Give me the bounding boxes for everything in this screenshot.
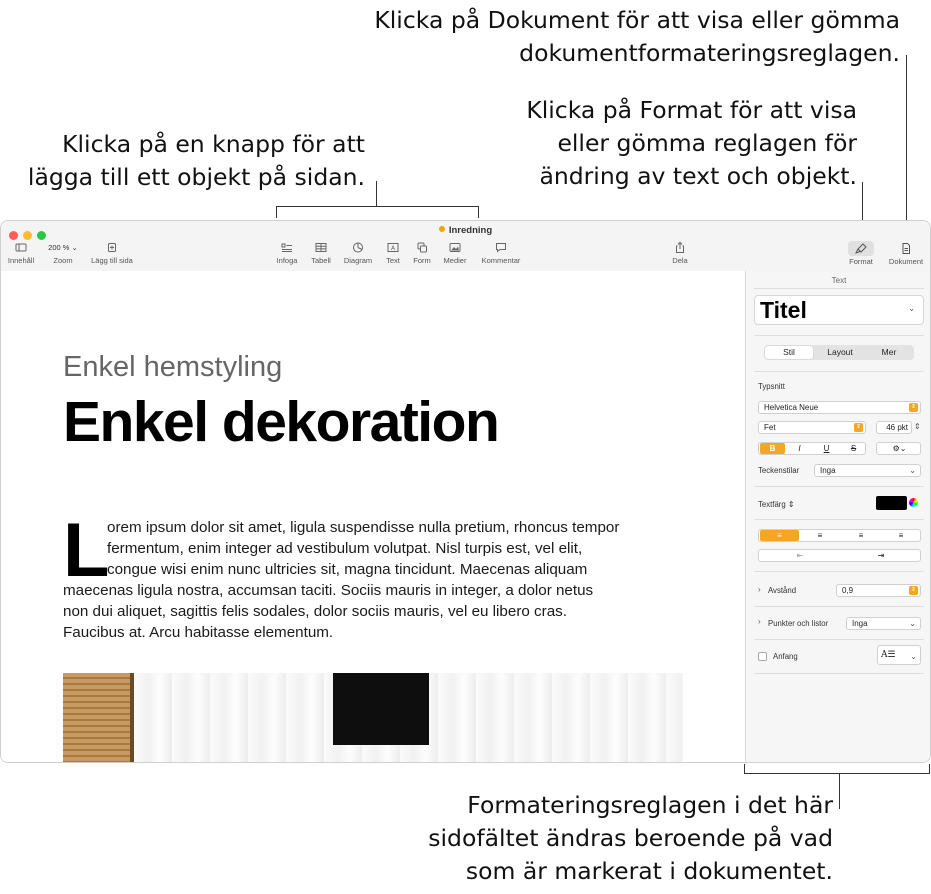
spacing-popup[interactable] xyxy=(836,584,921,597)
media-label: Medier xyxy=(443,256,467,265)
paragraph-style-name: Titel xyxy=(760,297,807,323)
italic-button[interactable]: I xyxy=(798,444,801,453)
divider xyxy=(754,673,924,674)
leader-insert-left xyxy=(276,206,277,218)
comment-icon xyxy=(494,241,508,254)
drop-cap[interactable]: L xyxy=(63,508,110,593)
document-button[interactable] xyxy=(885,241,927,266)
tab-style[interactable]: Stil xyxy=(765,346,813,359)
document-canvas[interactable] xyxy=(1,271,745,763)
share-icon xyxy=(673,241,687,254)
zoom-value: 200 % xyxy=(48,243,70,252)
dropcap-style-icon: A☰ xyxy=(881,650,896,660)
leader-sidebar-stem xyxy=(839,773,840,809)
add-page-icon xyxy=(105,241,119,254)
callout-sidebar-line: sidofältet ändras beroende på vad xyxy=(428,824,833,852)
strikethrough-button[interactable]: S xyxy=(850,444,857,453)
chevron-down-icon: ⌄ xyxy=(910,652,917,661)
share-label: Dela xyxy=(672,256,688,265)
chevron-down-icon: ⌄ xyxy=(909,619,916,628)
table-button[interactable] xyxy=(308,241,334,265)
sidebar-header: Text xyxy=(831,276,847,285)
indent-buttons xyxy=(758,549,921,562)
body-line[interactable]: Faucibus at. Arcu habitasse elementum. xyxy=(63,624,334,641)
underline-button[interactable]: U xyxy=(823,444,830,453)
dropcap-checkbox[interactable] xyxy=(758,652,767,661)
chevron-right-icon[interactable]: › xyxy=(758,585,761,594)
doc-subtitle[interactable]: Enkel hemstyling xyxy=(63,351,283,383)
insert-label: Infoga xyxy=(276,256,298,265)
font-weight-value: Fet xyxy=(764,423,776,432)
divider xyxy=(754,371,924,372)
popup-arrows-icon: ⇕ xyxy=(910,587,917,593)
chart-label: Diagram xyxy=(343,256,373,265)
share-button[interactable] xyxy=(666,241,694,265)
document-label: Dokument xyxy=(888,257,924,266)
chevron-down-icon: ⌄ xyxy=(909,466,916,475)
format-sidebar xyxy=(745,271,931,763)
chart-icon xyxy=(351,241,365,254)
callout-format-line: Klicka på Format för att visa xyxy=(526,96,857,124)
dropcap-label: Anfang xyxy=(773,652,798,661)
spacing-label: Avstånd xyxy=(768,586,797,595)
add-page-button[interactable] xyxy=(87,241,137,265)
window-title xyxy=(1,225,930,236)
body-line[interactable]: orem ipsum dolor sit amet, ligula suspendisse nulla pretium, rhoncus tempor xyxy=(107,519,620,536)
font-family-popup[interactable] xyxy=(758,401,921,414)
char-styles-popup[interactable] xyxy=(814,464,921,477)
document-icon xyxy=(899,242,913,255)
callout-sidebar-line: Formateringsreglagen i det här xyxy=(467,791,833,819)
text-options-button[interactable] xyxy=(876,442,921,455)
divider xyxy=(754,288,924,289)
zoom-value-box: 200 % ⌄ xyxy=(48,243,78,252)
align-left-button[interactable]: ≡ xyxy=(760,530,799,541)
paragraph-style-popup[interactable] xyxy=(754,295,924,325)
table-icon xyxy=(314,241,328,254)
chevron-down-icon: ⌄ xyxy=(908,304,915,313)
interior-photo[interactable] xyxy=(63,673,683,763)
shape-label: Form xyxy=(413,256,431,265)
callout-document xyxy=(374,4,900,70)
tab-layout[interactable]: Layout xyxy=(827,347,853,357)
zoom-popup[interactable] xyxy=(41,241,85,265)
callout-insert-line: lägga till ett objekt på sidan. xyxy=(27,163,365,191)
color-wheel-icon[interactable] xyxy=(909,498,918,507)
bold-button[interactable]: B xyxy=(760,443,785,454)
align-center-button[interactable]: ≡ xyxy=(817,531,823,540)
font-weight-popup[interactable] xyxy=(758,421,866,434)
body-line[interactable]: fermentum, enim integer ad vestibulum volutpat. Nisl turpis est, vel elit, xyxy=(107,540,583,557)
media-button[interactable] xyxy=(441,241,469,265)
insert-icon xyxy=(280,241,294,254)
divider xyxy=(754,571,924,572)
callout-document-line: Klicka på Dokument för att visa eller gömma xyxy=(374,6,900,34)
view-button[interactable] xyxy=(4,241,38,265)
shape-icon xyxy=(415,241,429,254)
leader-document xyxy=(906,55,907,243)
shape-button[interactable] xyxy=(409,241,435,265)
window-title-text: Inredning xyxy=(448,225,493,236)
comment-label: Kommentar xyxy=(481,256,521,265)
chevron-right-icon[interactable]: › xyxy=(758,617,761,626)
media-icon xyxy=(448,241,462,254)
divider xyxy=(754,639,924,640)
decrease-indent-button[interactable]: ⇤ xyxy=(796,551,804,560)
body-line[interactable]: non dui aliquet, sagittis felis sodales, dolor sociis mauris, vel eu libero cras. xyxy=(63,603,567,620)
leader-insert-right xyxy=(478,206,479,218)
callout-format xyxy=(526,94,857,193)
alignment-buttons xyxy=(758,529,921,542)
chart-button[interactable] xyxy=(341,241,375,265)
dropcap-style-popup[interactable] xyxy=(877,645,921,665)
stepper-icon[interactable]: ⇕ xyxy=(914,422,921,431)
divider xyxy=(754,335,924,336)
bullets-label: Punkter och listor xyxy=(768,619,829,628)
add-page-label: Lägg till sida xyxy=(91,256,133,265)
divider xyxy=(754,486,924,487)
font-family-value: Helvetica Neue xyxy=(764,403,819,412)
popup-arrows-icon: ⇕ xyxy=(910,404,917,410)
leader-sidebar-left xyxy=(744,764,745,774)
format-label: Format xyxy=(849,257,873,266)
body-line[interactable]: congue wisi enim nunc ultricies sit, magna tincidunt. Maecenas aliquam xyxy=(107,561,588,578)
comment-button[interactable] xyxy=(479,241,523,265)
tab-more[interactable]: Mer xyxy=(881,347,897,357)
divider xyxy=(754,606,924,607)
text-style-buttons xyxy=(758,442,866,455)
svg-text:A: A xyxy=(390,245,396,252)
wood-panel xyxy=(63,673,130,763)
text-color-well[interactable] xyxy=(876,496,907,510)
callout-insert-line: Klicka på en knapp för att xyxy=(62,130,365,158)
bullets-popup[interactable] xyxy=(846,617,921,630)
leader-insert-bracket xyxy=(276,206,479,207)
spacing-value: 0,9 xyxy=(842,586,854,595)
callout-insert xyxy=(28,128,365,194)
text-button[interactable] xyxy=(381,241,405,265)
pages-window xyxy=(0,220,931,763)
leader-sidebar-right xyxy=(929,764,930,774)
paintbrush-icon xyxy=(854,242,868,255)
table-label: Tabell xyxy=(311,256,331,265)
popup-arrows-icon: ⇕ xyxy=(855,424,862,430)
view-label: Innehåll xyxy=(7,256,35,265)
document-icon xyxy=(439,226,445,232)
callout-sidebar-line: som är markerat i dokumentet. xyxy=(465,857,833,885)
text-label: Text xyxy=(386,256,400,265)
sidebar-icon xyxy=(14,241,28,254)
textbox-icon xyxy=(386,241,400,254)
body-line[interactable]: maecenas ligula nostra, accumsan taciti. Sociis mauris in integer, a dolor netus xyxy=(63,582,594,599)
divider xyxy=(754,519,924,520)
align-right-button[interactable]: ≡ xyxy=(858,531,864,540)
char-styles-label: Teckenstilar xyxy=(758,466,800,475)
toolbar xyxy=(1,221,930,272)
gear-icon: ⚙⌄ xyxy=(892,444,907,453)
callout-document-line: dokumentformateringsreglagen. xyxy=(519,39,900,67)
format-button[interactable] xyxy=(844,241,878,266)
document-button-wrap xyxy=(893,241,919,256)
sidebar-tabs xyxy=(764,345,914,360)
insert-button[interactable] xyxy=(274,241,300,265)
char-styles-value: Inga xyxy=(820,466,836,475)
justify-button[interactable]: ≡ xyxy=(898,531,904,540)
callout-format-line: eller gömma reglagen för xyxy=(557,129,857,157)
leader-sidebar-bracket xyxy=(744,773,930,774)
callout-format-line: ändring av text och objekt. xyxy=(539,162,857,190)
increase-indent-button[interactable]: ⇥ xyxy=(877,551,885,560)
format-button-highlight xyxy=(848,241,874,256)
text-color-label: Textfärg ⇕ xyxy=(758,500,795,509)
black-frame xyxy=(333,673,429,745)
font-section-label: Typsnitt xyxy=(758,382,785,391)
font-size-field[interactable] xyxy=(876,421,912,434)
callout-sidebar xyxy=(428,789,833,888)
text-color-label-text: Textfärg xyxy=(758,500,786,509)
bullets-value: Inga xyxy=(852,619,868,628)
font-size-value: 46 pkt xyxy=(886,423,908,432)
doc-title[interactable]: Enkel dekoration xyxy=(63,390,499,454)
zoom-label: Zoom xyxy=(53,256,73,265)
leader-insert-stem xyxy=(376,181,377,206)
